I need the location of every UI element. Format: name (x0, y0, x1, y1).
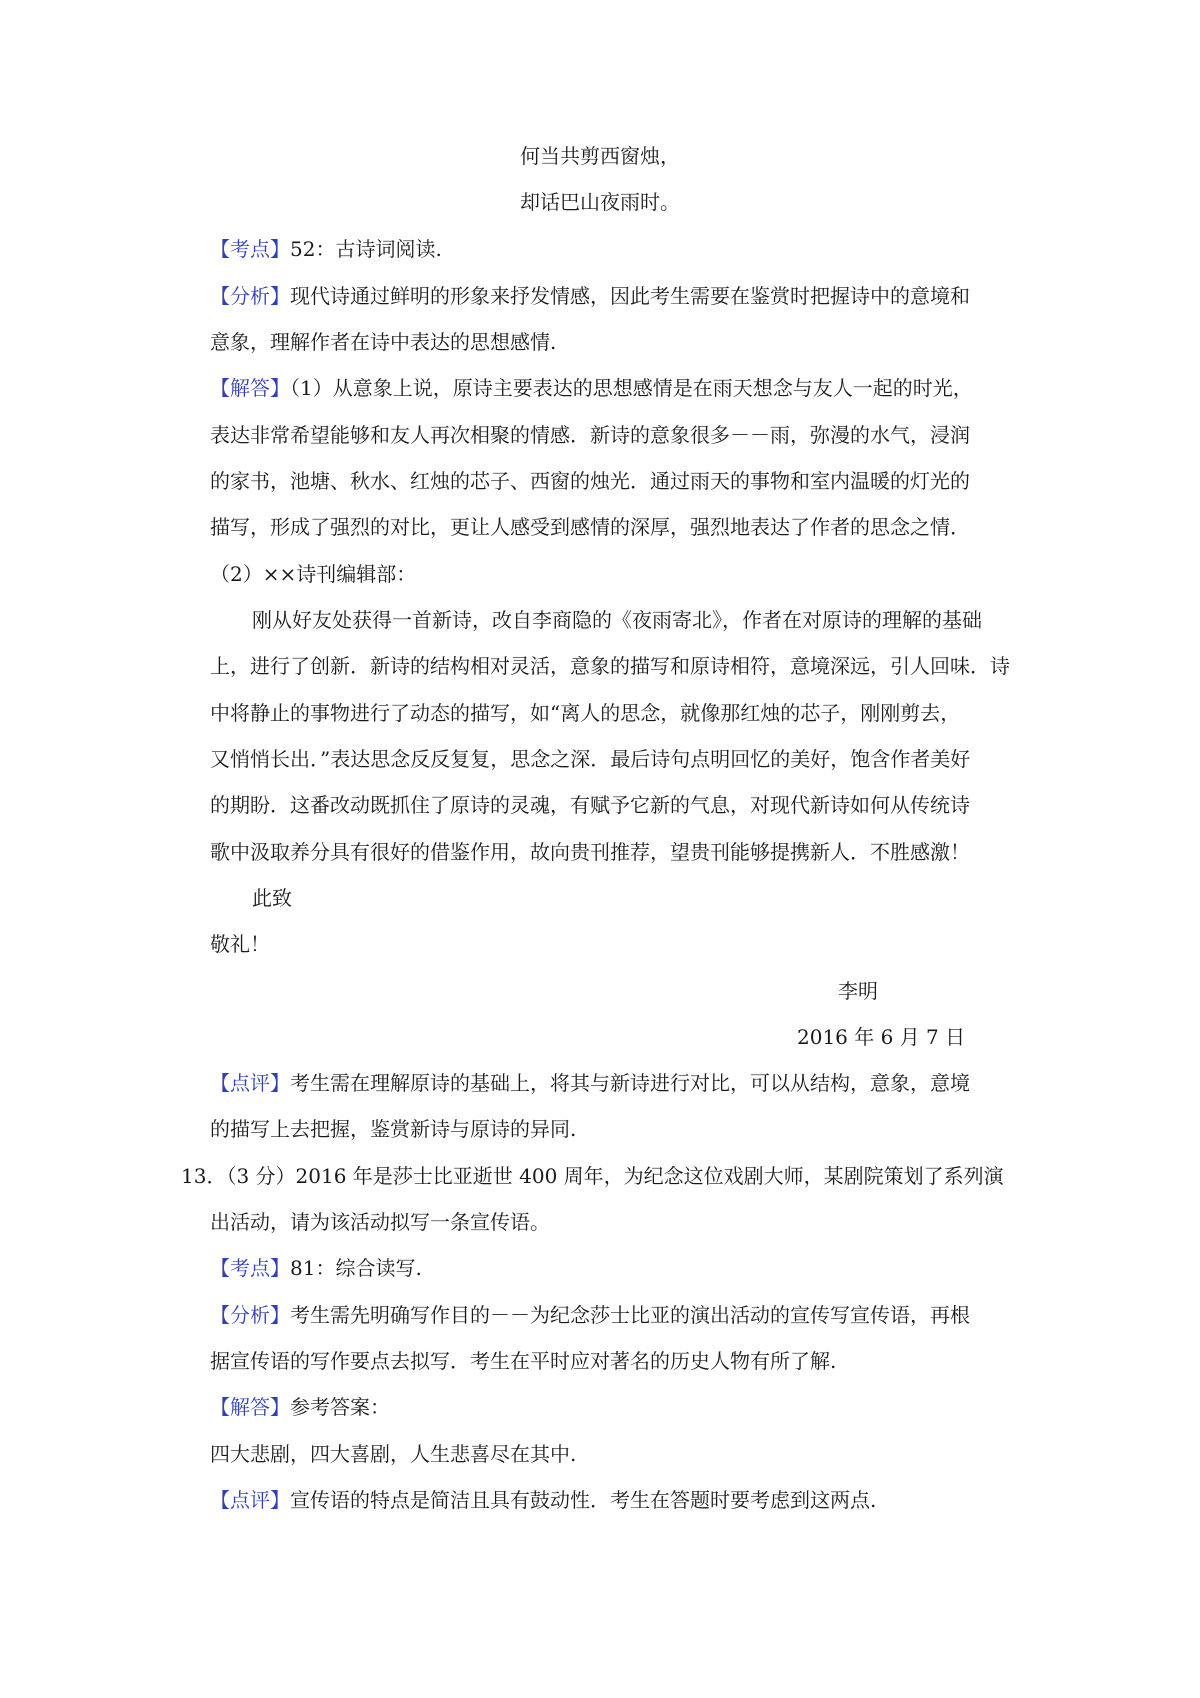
letter-cizhi: 此致 (252, 886, 292, 910)
dianping-tag: 【点评】 (210, 1488, 290, 1512)
letter-para-6: 歌中汲取养分具有很好的借鉴作用，故向贵刊推荐，望贵刊能够提携新人．不胜感激！ (210, 840, 970, 864)
fenxi-line-1: 现代诗通过鲜明的形象来抒发情感，因此考生需要在鉴赏时把握诗中的意境和 (290, 284, 970, 308)
letter-para-5: 的期盼．这番改动既抓住了原诗的灵魂，有赋予它新的气息，对现代新诗如何从传统诗 (210, 793, 970, 817)
q13-fenxi (210, 1301, 970, 1329)
letter-para-1: 刚从好友处获得一首新诗，改自李商隐的《夜雨寄北》，作者在对原诗的理解的基础 (252, 608, 982, 632)
q13-answer: 四大悲剧，四大喜剧，人生悲喜尽在其中. (210, 1442, 577, 1466)
kaodian-text: 52：古诗词阅读. (290, 237, 442, 261)
dianping-text: 宣传语的特点是简洁且具有鼓动性．考生在答题时要考虑到这两点. (290, 1488, 877, 1512)
q13-dianping (210, 1486, 876, 1514)
fenxi-line-2: 意象，理解作者在诗中表达的思想感情. (210, 330, 557, 354)
q13-line-1: （3 分）2016 年是莎士比亚逝世 400 周年，为纪念这位戏剧大师，某剧院策划了系列演 (226, 1164, 1004, 1188)
fenxi-line-1: 考生需先明确写作目的－－为纪念莎士比亚的演出活动的宣传写宣传语，再根 (290, 1303, 970, 1327)
jieda-line-3: 的家书，池塘、秋水、红烛的芯子、西窗的烛光．通过雨天的事物和室内温暖的灯光的 (210, 469, 970, 493)
jieda-line-2: 表达非常希望能够和友人再次相聚的情感．新诗的意象很多－－雨，弥漫的水气，浸润 (210, 423, 970, 447)
letter-para-4: 又悄悄长出．”表达思念反反复复，思念之深．最后诗句点明回忆的美好，饱含作者美好 (210, 747, 971, 771)
jieda-tag: 【解答】 (210, 376, 290, 400)
q12-fenxi (210, 282, 970, 310)
q13-kaodian (210, 1254, 422, 1282)
jieda-text: 参考答案： (290, 1395, 390, 1419)
q13-jieda (210, 1393, 390, 1421)
fenxi-tag: 【分析】 (210, 284, 290, 308)
letter-para-2: 上，进行了创新．新诗的结构相对灵活，意象的描写和原诗相符，意境深远，引人回味．诗 (210, 654, 1010, 678)
letter-jingli: 敬礼！ (210, 932, 270, 956)
fenxi-line-2: 据宣传语的写作要点去拟写．考生在平时应对著名的历史人物有所了解. (210, 1349, 837, 1373)
jieda-tag: 【解答】 (210, 1395, 290, 1419)
jieda-line-1: （1）从意象上说，原诗主要表达的思想感情是在雨天想念与友人一起的时光， (290, 376, 973, 400)
letter-para-3: 中将静止的事物进行了动态的描写，如“离人的思念，就像那红烛的芯子，刚刚剪去， (210, 701, 961, 725)
q12-dianping (210, 1069, 970, 1097)
q13-question (181, 1162, 1004, 1190)
kaodian-tag: 【考点】 (210, 237, 290, 261)
q13-line-2: 出活动，请为该活动拟写一条宣传语。 (210, 1210, 550, 1234)
poem-line-1: 何当共剪西窗烛， (520, 144, 680, 168)
letter-date: 2016 年 6 月 7 日 (797, 1025, 966, 1049)
jieda-line-5: （2）××诗刊编辑部： (210, 562, 417, 586)
dianping-line-2: 的描写上去把握，鉴赏新诗与原诗的异同. (210, 1117, 577, 1141)
fenxi-tag: 【分析】 (210, 1303, 290, 1327)
q13-number: 13． (181, 1164, 227, 1188)
letter-signer: 李明 (838, 979, 878, 1003)
poem-line-2: 却话巴山夜雨时。 (520, 190, 680, 214)
q12-jieda (210, 374, 973, 402)
jieda-line-4: 描写，形成了强烈的对比，更让人感受到感情的深厚，强烈地表达了作者的思念之情． (210, 515, 970, 539)
kaodian-text: 81：综合读写. (290, 1256, 422, 1280)
dianping-tag: 【点评】 (210, 1071, 290, 1095)
kaodian-tag: 【考点】 (210, 1256, 290, 1280)
dianping-line-1: 考生需在理解原诗的基础上，将其与新诗进行对比，可以从结构，意象，意境 (290, 1071, 970, 1095)
q12-kaodian (210, 235, 442, 263)
